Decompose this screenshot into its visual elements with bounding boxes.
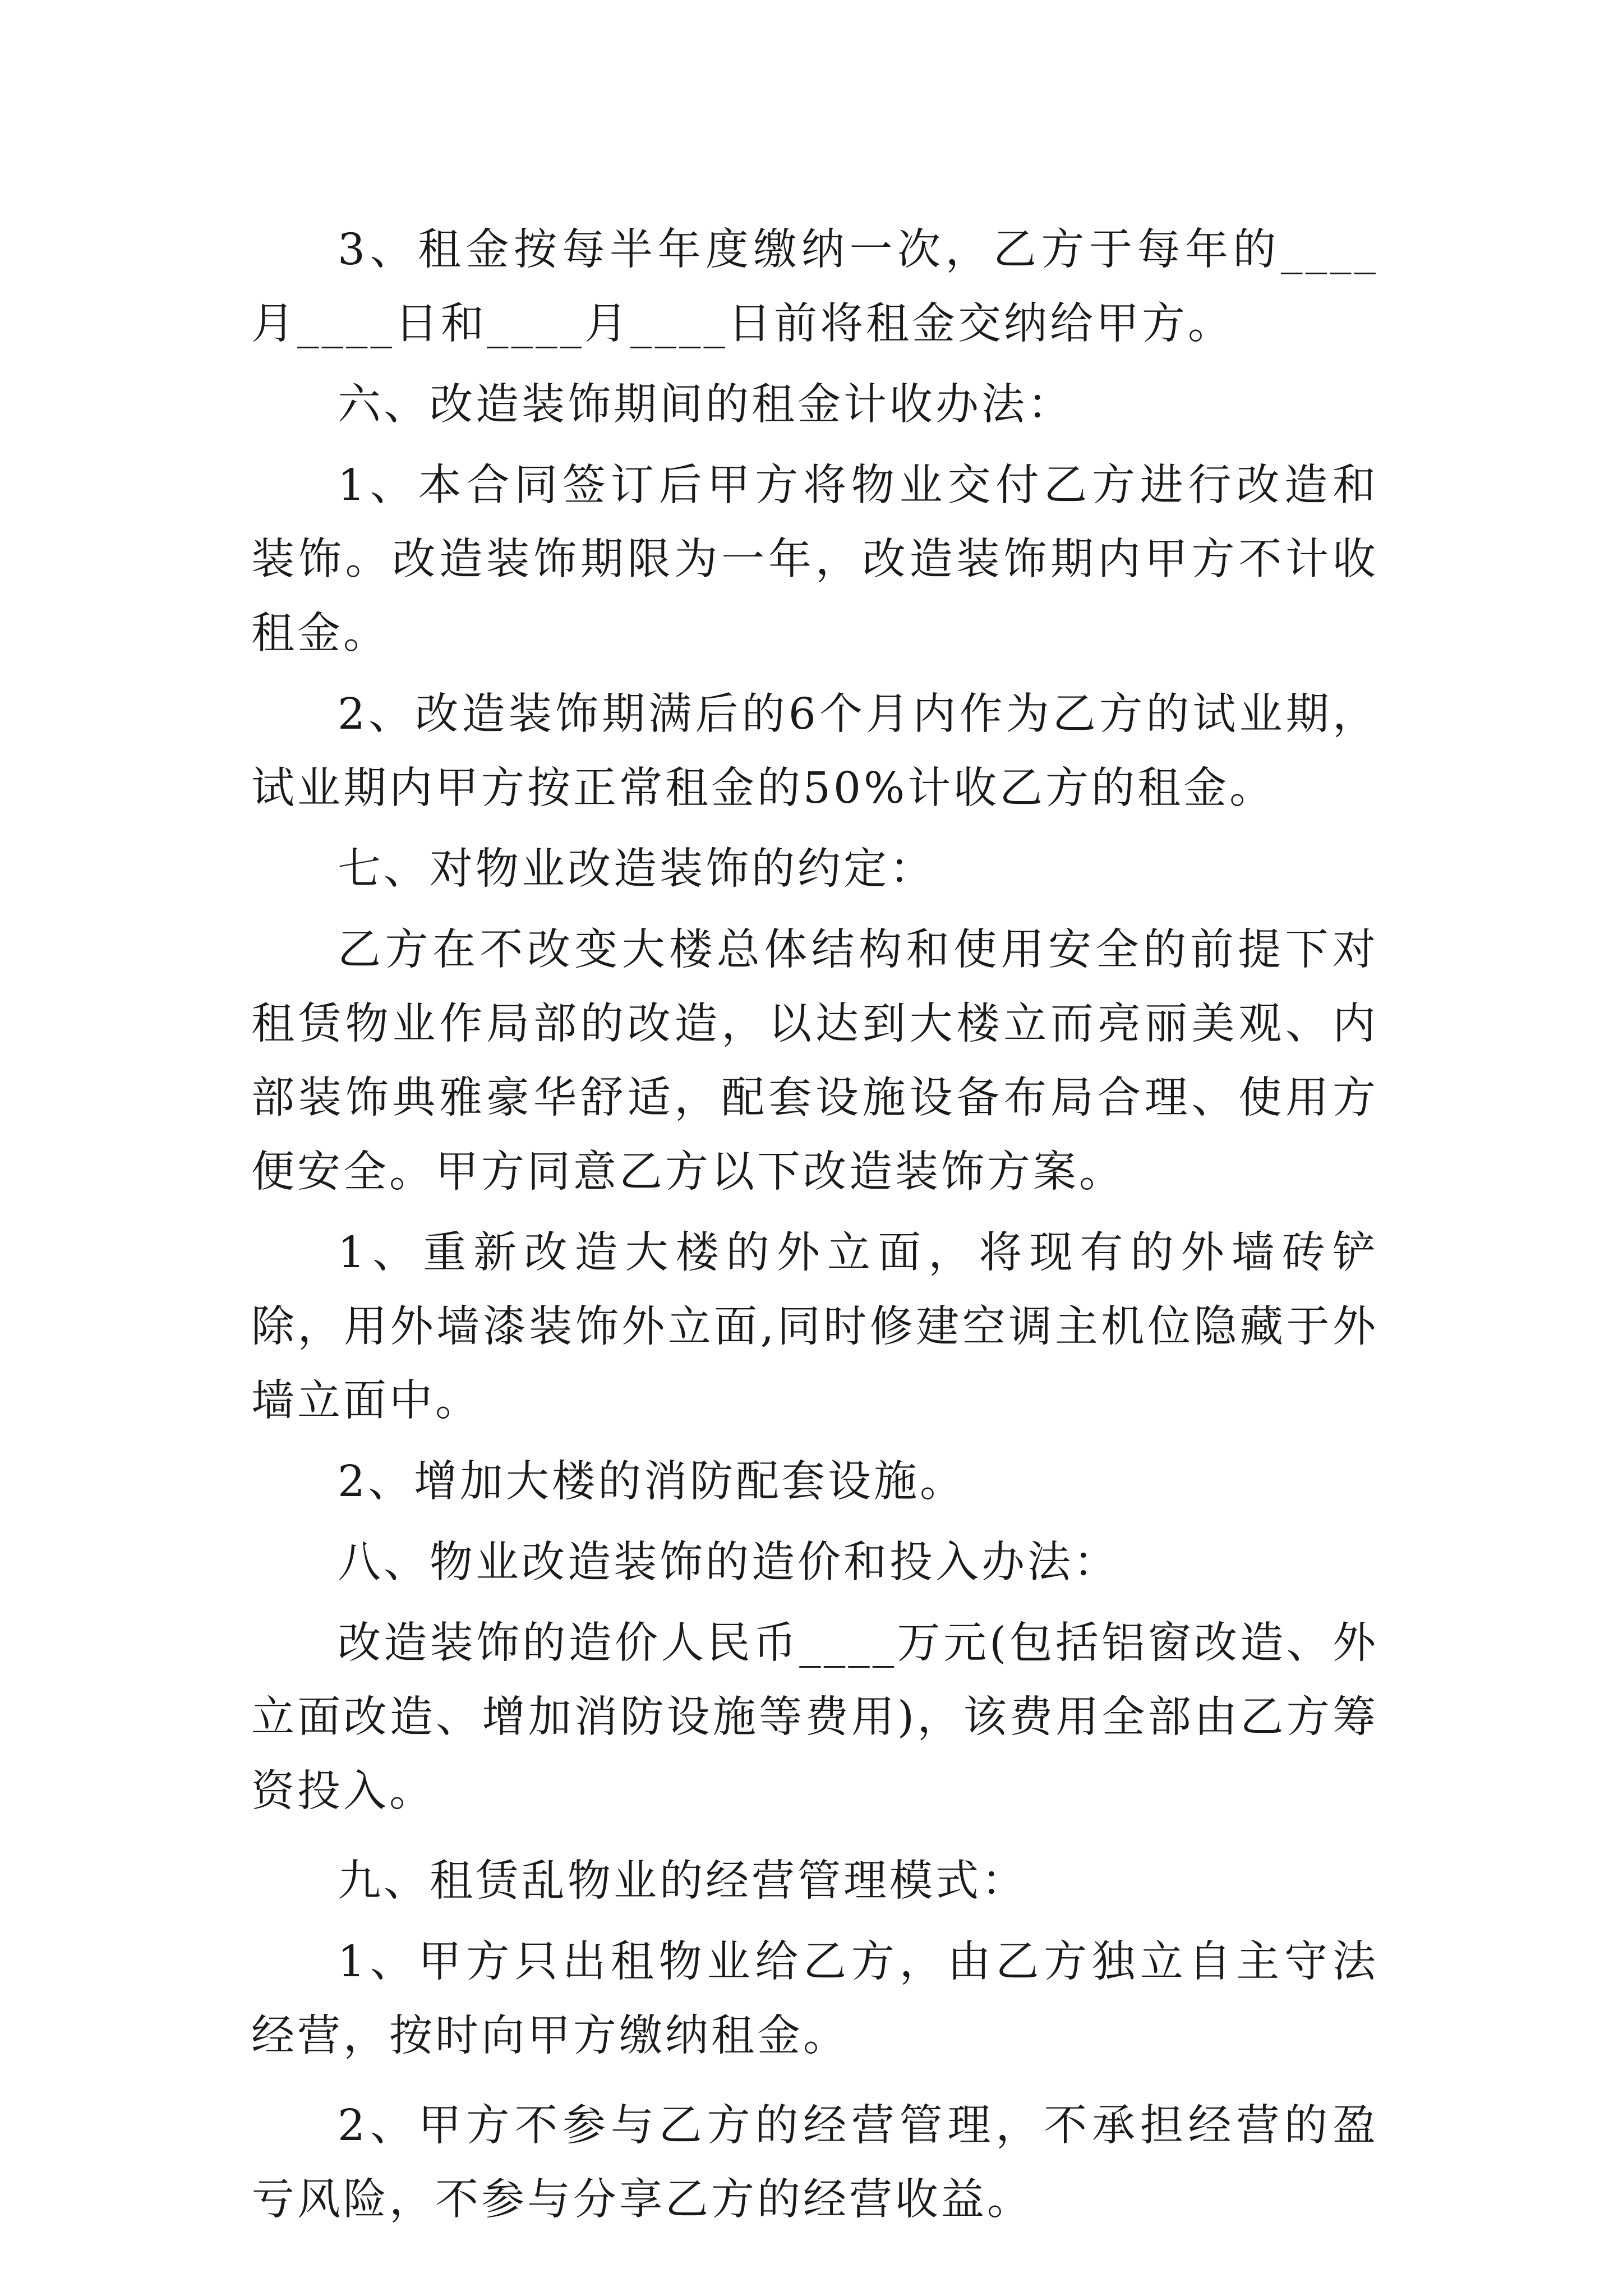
- paragraph-fire-facilities: 2、增加大楼的消防配套设施。: [338, 1457, 966, 1507]
- paragraph-renovation-agreement: 乙方在不改变大楼总体结构和使用安全的前提下对租赁物业作局部的改造，以达到大楼立而亮丽美观、内部装饰典雅豪华舒适，配套设施设备布局合理、使用方便安全。甲方同意乙方以下改造装饰方案。: [251, 925, 1378, 1197]
- paragraph-renovation-cost: 改造装饰的造价人民币____万元(包括铝窗改造、外立面改造、增加消防设施等费用)，该费用全部由乙方筹资投入。: [251, 1618, 1378, 1816]
- paragraph-renovation-period: 1、本合同签订后甲方将物业交付乙方进行改造和装饰。改造装饰期限为一年，改造装饰期内甲方不计收租金。: [251, 461, 1378, 659]
- paragraph-no-participation: 2、甲方不参与乙方的经营管理，不承担经营的盈亏风险，不参与分享乙方的经营收益。: [251, 2101, 1378, 2225]
- document-body: [251, 213, 1378, 2237]
- paragraph-rent-payment-schedule: 3、租金按每半年度缴纳一次，乙方于每年的____月____日和____月____日前将租金交纳给甲方。: [251, 225, 1378, 349]
- section-heading-six: 六、改造装饰期间的租金计收办法：: [338, 380, 1073, 430]
- section-heading-nine: 九、租赁乱物业的经营管理模式：: [338, 1856, 1027, 1906]
- section-heading-eight: 八、物业改造装饰的造价和投入办法：: [338, 1538, 1119, 1588]
- paragraph-trial-period: 2、改造装饰期满后的6个月内作为乙方的试业期，试业期内甲方按正常租金的50%计收乙方的租金。: [251, 689, 1378, 813]
- section-heading-seven: 七、对物业改造装饰的约定：: [338, 844, 935, 894]
- paragraph-facade-renovation: 1、重新改造大楼的外立面，将现有的外墙砖铲除，用外墙漆装饰外立面,同时修建空调主机位隐藏于外墙立面中。: [251, 1228, 1378, 1426]
- paragraph-independent-operation: 1、甲方只出租物业给乙方，由乙方独立自主守法经营，按时向甲方缴纳租金。: [251, 1937, 1378, 2061]
